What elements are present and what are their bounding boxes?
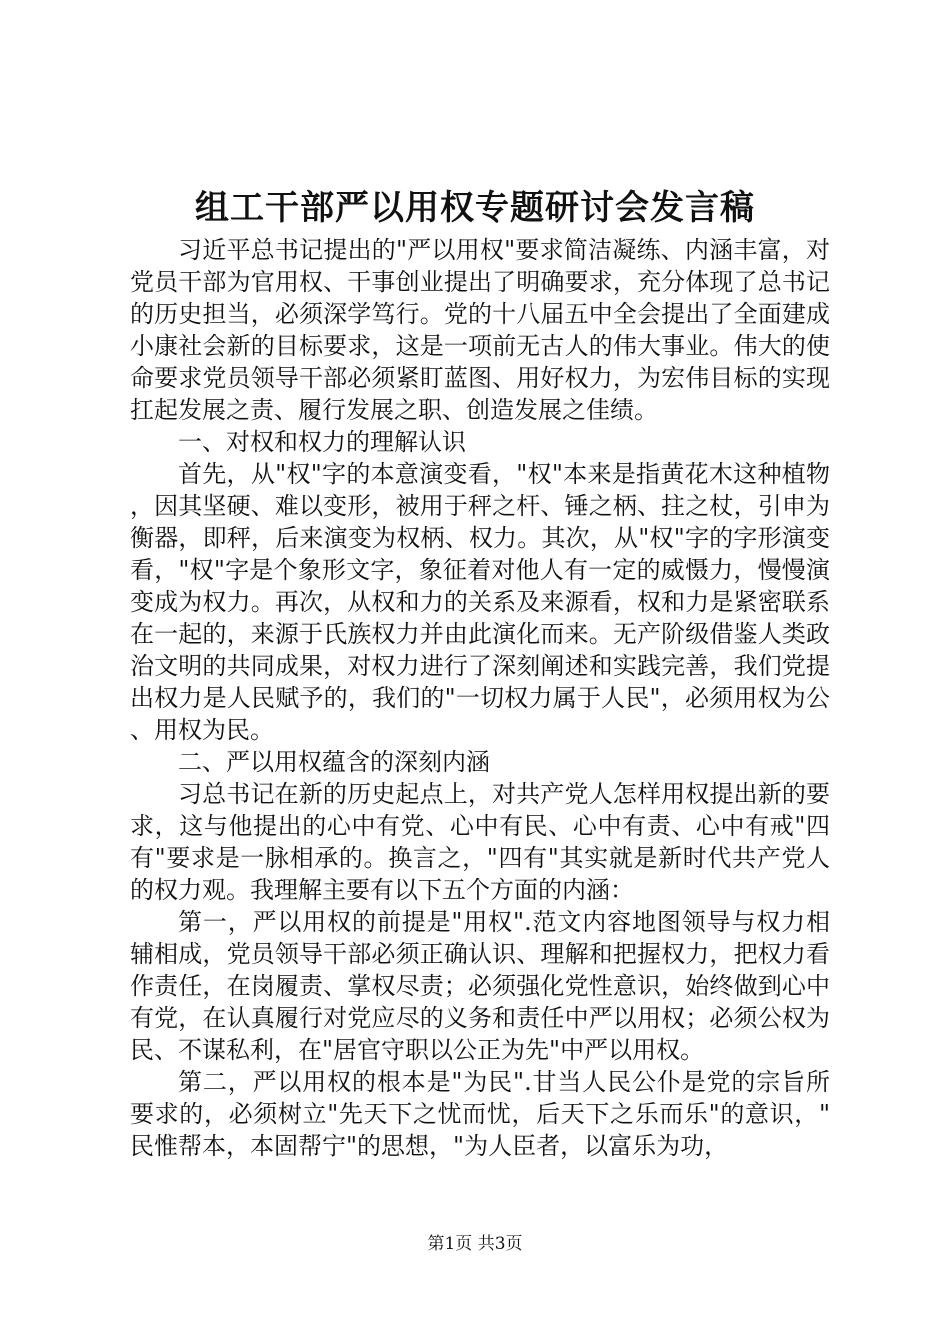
- paragraph-point-2: 第二，严以用权的根本是"为民".甘当人民公仆是党的宗旨所要求的，必须树立"先天下之忧而忧，后天下之乐而乐"的意识，"民惟帮本，本固帮宁"的思想，"为人臣者，以富乐为功，: [130, 1068, 830, 1160]
- paragraph-section-1: 首先，从"权"字的本意演变看，"权"本来是指黄花木这种植物，因其坚硬、难以变形，被用于秤之杆、锤之柄、拄之杖，引申为衡器，即秤，后来演变为权柄、权力。其次，从"权"字的字形演变看，"权"字是个象形文字，象征着对他人有一定的威慑力，慢慢演变成为权力。再次，从权和力的关系及来源看，权和力是紧密联系在一起的，来源于氏族权力并由此演化而来。无产阶级借鉴人类政治文明的共同成果，对权力进行了深刻阐述和实践完善，我们党提出权力是人民赋予的，我们的"一切权力属于人民"，必须用权为公、用权为民。: [130, 460, 830, 744]
- section-heading-2: 二、严以用权蕴含的深刻内涵: [178, 748, 490, 776]
- page-number-footer: 第1页 共3页: [427, 1234, 523, 1254]
- document-body: [130, 234, 830, 1162]
- document-title: 组工干部严以用权专题研讨会发言稿: [195, 188, 755, 228]
- paragraph-point-1: 第一，严以用权的前提是"用权".范文内容地图领导与权力相辅相成，党员领导干部必须正确认识、理解和把握权力，把权力看作责任，在岗履责、掌权尽责；必须强化党性意识，始终做到心中有党，在认真履行对党应尽的义务和责任中严以用权；必须公权为民、不谋私利，在"居官守职以公正为先"中严以用权。: [130, 908, 830, 1064]
- section-heading-1: 一、对权和权力的理解认识: [178, 428, 466, 456]
- paragraph-section-2-intro: 习总书记在新的历史起点上，对共产党人怎样用权提出新的要求，这与他提出的心中有党、心中有民、心中有责、心中有戒"四有"要求是一脉相承的。换言之，"四有"其实就是新时代共产党人的权力观。我理解主要有以下五个方面的内涵：: [130, 780, 830, 904]
- paragraph-intro: 习近平总书记提出的"严以用权"要求简洁凝练、内涵丰富，对党员干部为官用权、干事创业提出了明确要求，充分体现了总书记的历史担当，必须深学笃行。党的十八届五中全会提出了全面建成小康社会新的目标要求，这是一项前无古人的伟大事业。伟大的使命要求党员领导干部必须紧盯蓝图、用好权力，为宏伟目标的实现扛起发展之责、履行发展之职、创造发展之佳绩。: [130, 236, 830, 424]
